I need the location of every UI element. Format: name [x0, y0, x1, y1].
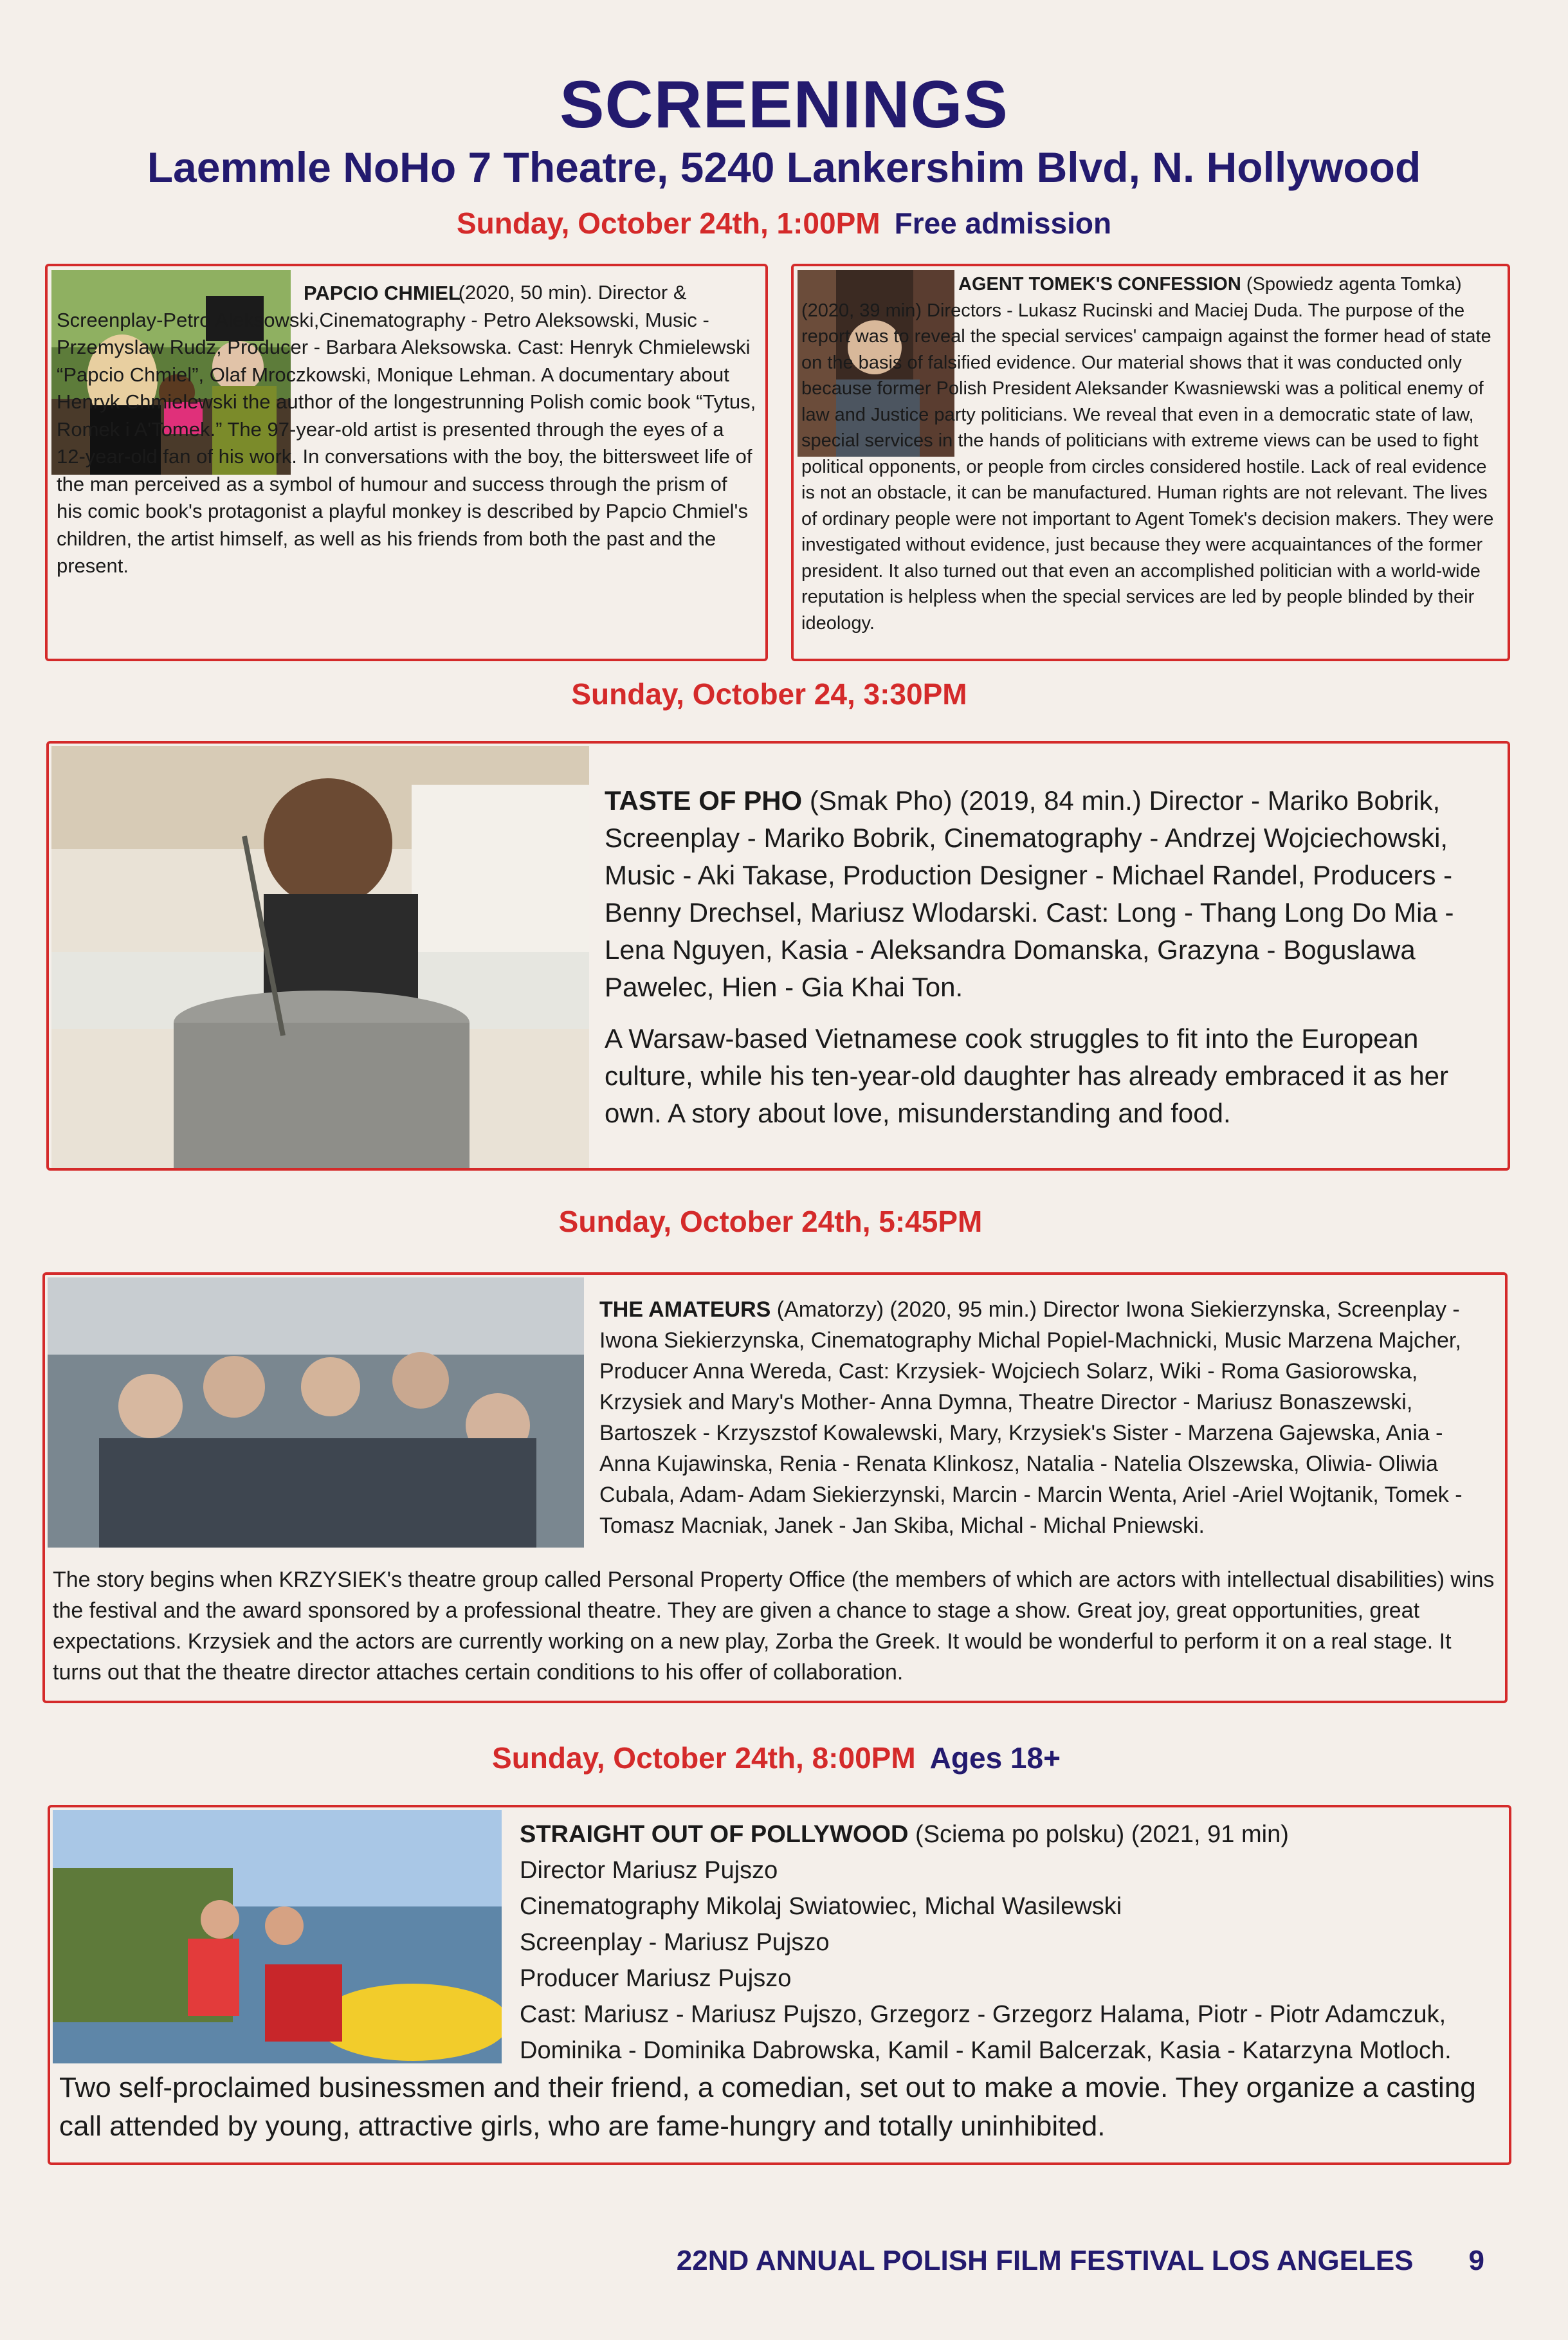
film-title-amateurs: THE AMATEURS	[599, 1297, 771, 1322]
film-screenplay-pollywood: Screenplay - Mariusz Pujszo	[520, 1929, 830, 1956]
slot-time: Sunday, October 24th, 5:45PM	[558, 1205, 983, 1238]
film-subtitle-pollywood: (Sciema po polsku) (2021, 91 min)	[915, 1821, 1289, 1848]
pho-description	[605, 782, 1486, 1132]
free-admission-note: Free admission	[894, 206, 1112, 240]
pollywood-credits-block	[520, 1816, 1497, 2069]
page-footer	[677, 2245, 1484, 2277]
film-title-papcio: PAPCIO CHMIEL	[304, 282, 460, 304]
age-restriction-note: Ages 18+	[929, 1741, 1061, 1775]
film-credits-amateurs: (Amatorzy) (2020, 95 min.) Director Iwona Siekierzynska, Screenplay - Iwona Siekierzynska, Cinematography Michal Popiel-Machnicki, Music Marzena Majcher, Producer Anna Wereda, Cast: Krzysiek- Wojciech Solarz, Wiki - Roma Gasiorowska, Krzysiek and Mary's Mother- Anna Dymna, Theatre Director - Mariusz Bonaszewski, Bartoszek - Krzyszstof Kowalewski, Mary, Krzysiek's Sister - Marzena Gajewska, Ania - Anna Kujawinska, Renia - Renata Klinkosz, Natalia - Natelia Olszewska, Oliwia- Oliwia Cubala, Adam- Adam Siekierzynski, Marcin - Marcin Wenta, Ariel -Ariel Wojtanik, Tomek - Tomasz Macniak, Janek - Jan Skiba, Michal - Michal Pniewski.	[599, 1297, 1463, 1538]
film-title-agent: AGENT TOMEK'S CONFESSION	[958, 274, 1241, 295]
film-synopsis-pollywood: Two self-proclaimed businessmen and their friend, a comedian, set out to make a movie. They organize a casting call attended by young, attractive girls, who are fame-hungry and totally uninhibited.	[59, 2072, 1476, 2142]
film-card-taste-of-pho	[46, 741, 1510, 1171]
slot-time: Sunday, October 24th, 8:00PM	[492, 1741, 916, 1775]
film-card-straight-out-of-pollywood	[48, 1805, 1511, 2165]
film-card-papcio-chmiel	[45, 264, 768, 661]
film-director-pollywood: Director Mariusz Pujszo	[520, 1857, 778, 1884]
film-card-agent-tomek	[791, 264, 1510, 661]
film-still-taste-of-pho	[51, 746, 589, 1168]
film-title-pollywood: STRAIGHT OUT OF POLLYWOOD	[520, 1821, 909, 1848]
film-producer-pollywood: Producer Mariusz Pujszo	[520, 1965, 792, 1992]
film-credits-papcio: (2020, 50 min). Director & Screenplay-Petro Aleksowski,Cinematography - Petro Aleksowski, Music - Przemyslaw Rudz, Producer - Barbara Aleksowska. Cast: Henryk Chmielewski “Papcio Chmiel”, Olaf Mroczkowski, Monique Lehman. A documentary about Henryk Chmielewski the author of the longestrunning Polish comic book “Tytus, Romek i A'Tomek.” The 97-year-old artist is presented through the eyes of a 12-year-old fan of his work. In conversations with the boy, the bittersweet life of the man perceived as a symbol of humour and success through the prism of his comic book's protagonist a playful monkey is described by Papcio Chmiel's children, the artist himself, as well as his friends from both the past and the present.	[57, 281, 756, 577]
film-synopsis-pho: A Warsaw-based Vietnamese cook struggles to fit into the European culture, while his ten-year-old daughter has already embraced it as her own. A story about love, misunderstanding and food.	[605, 1023, 1449, 1128]
film-credits-agent: (Spowiedz agenta Tomka) (2020, 39 min) Directors - Lukasz Rucinski and Maciej Duda. The purpose of the report was to reveal the special services' campaign against the former head of state on the basis of falsified evidence. Our material shows that it was conducted only because former Polish President Aleksander Kwasniewski was a political enemy of law and Justice party politicians. We reveal that even in a democratic state of law, special services in the hands of politicians with extreme views can be used to fight political opponents, or people from circles considered hostile. Lack of real evidence is not an obstacle, it can be manufactured. Human rights are not relevant. The lives of ordinary people were not important to Agent Tomek's decision makers. They were investigated without evidence, just because they were acquaintances of the former president. It also turned out that even an accomplished politician with a world-wide reputation is helpless when the special services are led by people blinded by their ideology.	[801, 274, 1494, 634]
page-number: 9	[1468, 2245, 1484, 2276]
film-title-pho: TASTE OF PHO	[605, 785, 803, 816]
film-credits-pho: (Smak Pho) (2019, 84 min.) Director - Mariko Bobrik, Screenplay - Mariko Bobrik, Cinematography - Andrzej Wojciechowski, Music - Aki Takase, Production Designer - Michael Randel, Producers - Benny Drechsel, Mariusz Wlodarski. Cast: Long - Thang Long Do Mia - Lena Nguyen, Kasia - Aleksandra Domanska, Grazyna - Boguslawa Pawelec, Hien - Gia Khai Ton.	[605, 785, 1454, 1002]
screening-time-1	[0, 206, 1568, 241]
film-synopsis-amateurs: The story begins when KRZYSIEK's theatre group called Personal Property Office (the members of which are actors with intellectual disabilities) wins the festival and the award sponsored by a professional theatre. They are given a chance to stage a show. Great joy, great opportunities, great expectations. Krzysiek and the actors are currently working on a new play, Zorba the Greek. It would be wonderful to perform it on a real stage. It turns out that the theatre director attaches certain conditions to his offer of collaboration.	[53, 1568, 1495, 1685]
amateurs-credits-block	[599, 1294, 1493, 1541]
film-still-the-amateurs	[48, 1277, 584, 1548]
film-card-the-amateurs	[42, 1272, 1508, 1703]
slot-time: Sunday, October 24, 3:30PM	[571, 677, 967, 711]
screening-time-4	[0, 1741, 1560, 1775]
screening-time-3	[0, 1204, 1562, 1239]
festival-name: 22ND ANNUAL POLISH FILM FESTIVAL LOS ANGELES	[676, 2245, 1414, 2276]
page-title: SCREENINGS	[560, 68, 1008, 142]
slot-time: Sunday, October 24th, 1:00PM	[456, 206, 880, 240]
venue-heading: Laemmle NoHo 7 Theatre, 5240 Lankershim Blvd, N. Hollywood	[147, 143, 1421, 191]
film-cast-pollywood: Cast: Mariusz - Mariusz Pujszo, Grzegorz - Grzegorz Halama, Piotr - Piotr Adamczuk, Dominika - Dominika Dabrowska, Kamil - Kamil Balcerzak, Kasia - Katarzyna Motloch.	[520, 2001, 1452, 2064]
agent-description	[801, 271, 1504, 636]
film-still-pollywood	[53, 1810, 502, 2063]
screening-time-2	[0, 677, 1560, 711]
film-cinematography-pollywood: Cinematography Mikolaj Swiatowiec, Michal Wasilewski	[520, 1893, 1122, 1920]
papcio-description	[57, 279, 758, 580]
